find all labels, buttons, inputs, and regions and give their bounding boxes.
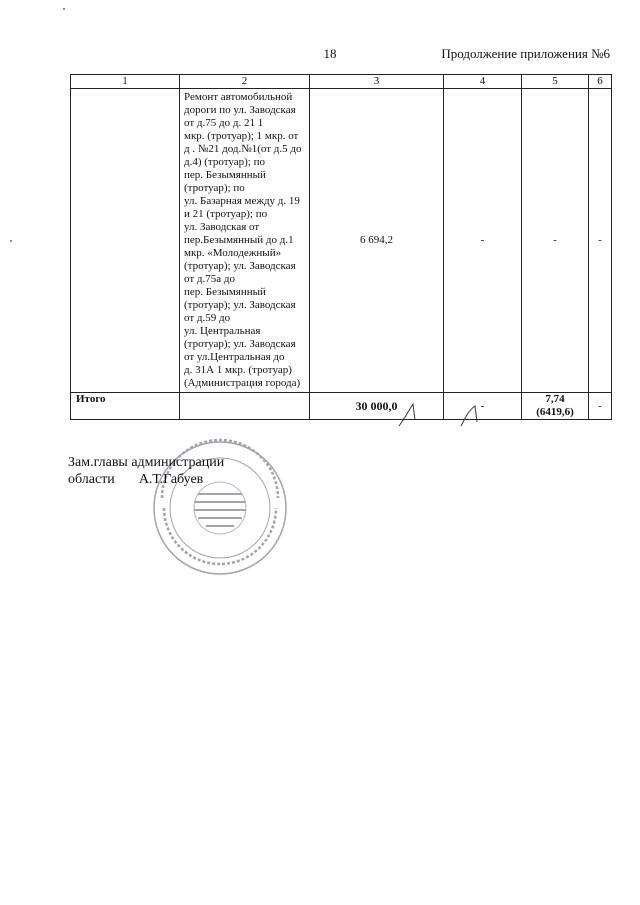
amount-cell: 6 694,2 [310, 89, 444, 393]
scan-speck [63, 8, 65, 10]
description-line: дороги по ул. Заводская [184, 104, 296, 116]
description-line: от д.59 до [184, 312, 231, 324]
description-line: ул. Центральная [184, 325, 261, 337]
signatory-name: А.Т.Габуев [138, 472, 204, 487]
description-line: от д.75 до д. 21 1 [184, 117, 264, 129]
total-col4: - [444, 393, 522, 420]
pen-marks-icon [395, 400, 495, 428]
total-label: Итого [71, 393, 180, 420]
appendix-heading: Продолжение приложения №6 [441, 46, 610, 61]
description-line: (тротуар); по [184, 182, 245, 194]
signature-block [68, 454, 224, 488]
budget-table [70, 74, 612, 420]
column-number-6: 6 [589, 75, 612, 89]
col6-cell: - [589, 89, 612, 393]
scan-speck [10, 240, 12, 242]
total-row [71, 393, 612, 420]
column-number-3: 3 [310, 75, 444, 89]
total-amount: 30 000,0 [310, 393, 444, 420]
column-number-5: 5 [522, 75, 589, 89]
page-number: 18 [323, 46, 337, 61]
column-number-4: 4 [444, 75, 522, 89]
description-line: пер. Безымянный [184, 169, 266, 181]
total-col5 [522, 393, 589, 420]
description-line: от д.75а до [184, 273, 235, 285]
empty-cell [180, 393, 310, 420]
col5-cell: - [522, 89, 589, 393]
description-line: мкр. «Молодежный» [184, 247, 282, 259]
table-row [71, 89, 612, 393]
col4-cell: - [444, 89, 522, 393]
description-line: (тротуар); ул. Заводская [184, 338, 296, 350]
description-line: мкр. (тротуар); 1 мкр. от [184, 130, 299, 142]
description-line: д. 31А 1 мкр. (тротуар) [184, 364, 292, 376]
description-line: и 21 (тротуар); по [184, 208, 268, 220]
signatory-title: Зам.главы администрации [68, 455, 225, 470]
work-description [180, 89, 310, 393]
column-number-1: 1 [71, 75, 180, 89]
description-line: Ремонт автомобильной [184, 91, 293, 103]
description-line: (тротуар); ул. Заводская [184, 260, 296, 272]
signatory-region: области [68, 472, 115, 487]
description-line: ул. Заводская от [184, 221, 260, 233]
description-line: пер.Безымянный до д.1 [184, 234, 294, 246]
description-line: (Администрация города) [184, 377, 301, 389]
description-line: от ул.Центральная до [184, 351, 285, 363]
signatory-line [68, 471, 224, 488]
description-line: (тротуар); ул. Заводская [184, 299, 296, 311]
empty-cell [71, 89, 180, 393]
description-line: д.4) (тротуар); по [184, 156, 265, 168]
total-col5-sub: (6419,6) [536, 406, 574, 418]
total-col6: - [589, 393, 612, 420]
description-line: ул. Базарная между д. 19 [184, 195, 300, 207]
column-number-row [71, 75, 612, 89]
total-col5-value: 7,74 [545, 393, 565, 405]
description-line: пер. Безымянный [184, 286, 266, 298]
description-line: д . №21 дод.№1(от д.5 до [184, 143, 302, 155]
column-number-2: 2 [180, 75, 310, 89]
